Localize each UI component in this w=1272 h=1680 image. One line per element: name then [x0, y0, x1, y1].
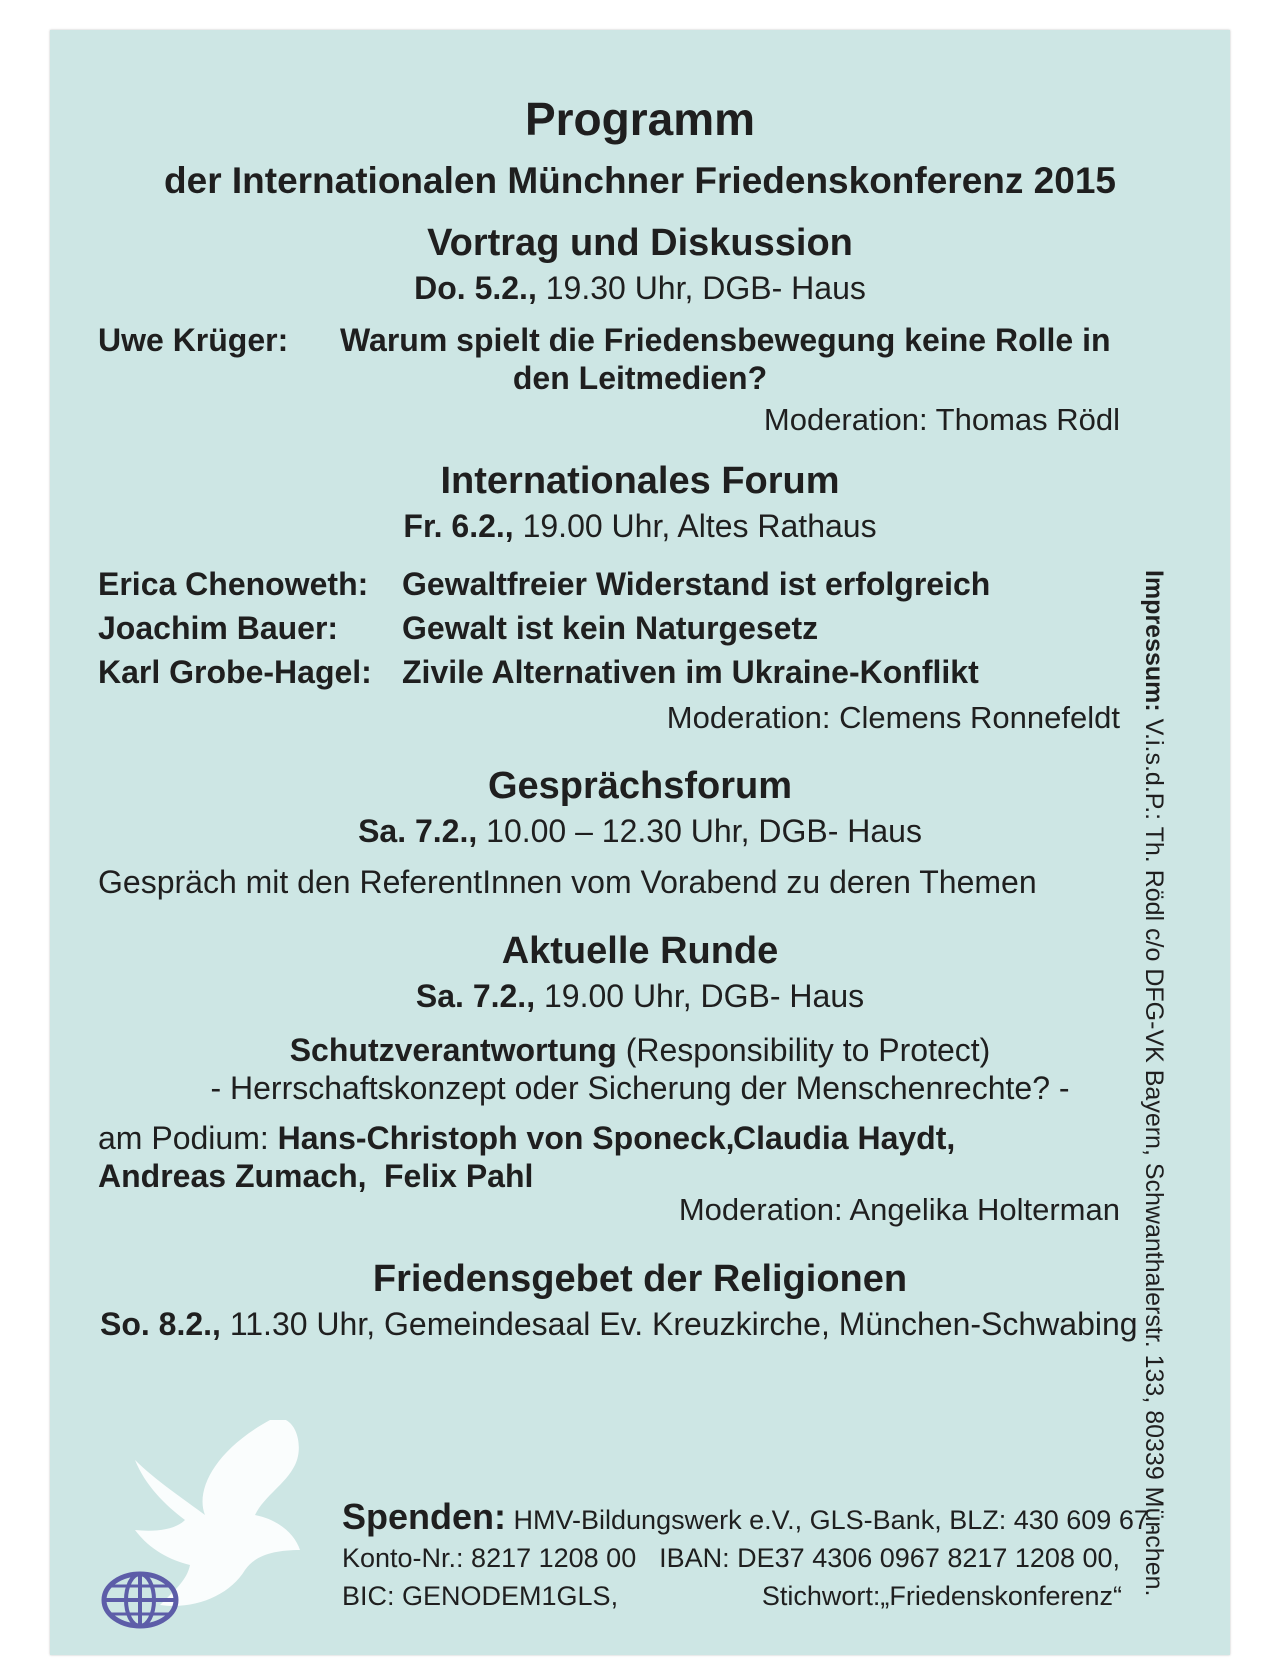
- date-details: 19.00 Uhr, DGB- Haus: [535, 978, 865, 1014]
- moderation-text: Moderation: Thomas Rödl: [763, 402, 1120, 437]
- talk-title: Zivile Alternativen im Ukraine-Konflikt: [402, 654, 979, 690]
- impressum: [1139, 570, 1168, 1596]
- section-heading-gespraech: Gesprächsforum: [487, 765, 793, 807]
- section-heading-gebet: Friedensgebet der Religionen: [372, 1258, 908, 1300]
- date-details: 19.00 Uhr, Altes Rathaus: [513, 508, 877, 544]
- topic-line1: [50, 1032, 1230, 1069]
- page-subtitle: der Internationalen Münchner Friedenskonferenz 2015: [164, 160, 1116, 201]
- topic-bold: Schutzverantwortung: [289, 1032, 617, 1068]
- page-title: Programm: [524, 93, 756, 145]
- talk-title-line2: den Leitmedien?: [512, 360, 768, 396]
- section-date-runde: [50, 978, 1230, 1015]
- donations-iban: IBAN: DE37 4306 0967 8217 1208 00,: [659, 1543, 1120, 1573]
- podium-label: am Podium:: [98, 1120, 278, 1156]
- section-heading-runde: Aktuelle Runde: [501, 930, 779, 972]
- globe-icon: [100, 1570, 180, 1630]
- section-heading-forum: Internationales Forum: [440, 460, 840, 502]
- section-heading-vortrag: Vortrag und Diskussion: [427, 222, 853, 264]
- section-date-gespraech: [50, 813, 1230, 850]
- podium-name: Andreas Zumach,: [98, 1158, 367, 1194]
- speaker-name: Uwe Krüger:: [98, 322, 289, 358]
- topic-rest: (Responsibility to Protect): [616, 1032, 991, 1068]
- flyer-card: [50, 30, 1230, 1655]
- podium-name: Claudia Haydt,: [733, 1120, 956, 1156]
- donations-bank: HMV-Bildungswerk e.V., GLS-Bank, BLZ: 430 609 67,: [506, 1505, 1157, 1535]
- speaker-name: Erica Chenoweth:: [98, 566, 369, 602]
- donations-line1: [342, 1496, 1156, 1538]
- date-day: Fr. 6.2.,: [403, 508, 514, 544]
- moderation-text: Moderation: Clemens Ronnefeldt: [666, 700, 1120, 735]
- talk-title: Gewaltfreier Widerstand ist erfolgreich: [402, 566, 991, 602]
- date-details: 11.30 Uhr, Gemeindesaal Ev. Kreuzkirche, München-Schwabing: [220, 1306, 1138, 1342]
- section-date-forum: [50, 508, 1230, 545]
- donations-stichwort: Stichwort:„Friedenskonferenz“: [761, 1581, 1122, 1611]
- date-day: So. 8.2.,: [100, 1306, 221, 1342]
- section-date-gebet: [100, 1306, 1138, 1343]
- date-details: 10.00 – 12.30 Uhr, DGB- Haus: [477, 813, 922, 849]
- section-date-vortrag: [50, 270, 1230, 307]
- date-day: Sa. 7.2.,: [358, 813, 478, 849]
- date-day: Sa. 7.2.,: [415, 978, 536, 1014]
- podium-name: Hans-Christoph von Sponeck,: [277, 1120, 735, 1156]
- speaker-name: Joachim Bauer:: [98, 610, 339, 646]
- podium-name: Felix Pahl: [384, 1158, 534, 1194]
- donations-bic: BIC: GENODEM1GLS,: [342, 1581, 619, 1611]
- section-text: Gespräch mit den ReferentInnen vom Vorabend zu deren Themen: [98, 864, 1037, 900]
- podium-line1: [98, 1120, 735, 1157]
- date-day: Do. 5.2.,: [414, 270, 537, 306]
- donations-label: Spenden:: [342, 1496, 507, 1537]
- speaker-name: Karl Grobe-Hagel:: [98, 654, 372, 690]
- donations-konto: Konto-Nr.: 8217 1208 00: [342, 1543, 637, 1573]
- moderation-text: Moderation: Angelika Holterman: [678, 1192, 1120, 1227]
- talk-title-line1: Warum spielt die Friedensbewegung keine Rolle in: [340, 322, 1111, 358]
- impressum-text: V.i.s.d.P.: Th. Rödl c/o DFG-VK Bayern, Schwanthalerstr. 133, 80339 München.: [1140, 711, 1168, 1597]
- impressum-label: Impressum:: [1140, 570, 1168, 712]
- topic-line2: - Herrschaftskonzept oder Sicherung der Menschenrechte? -: [210, 1070, 1070, 1106]
- talk-title: Gewalt ist kein Naturgesetz: [402, 610, 819, 646]
- date-details: 19.30 Uhr, DGB- Haus: [536, 270, 866, 306]
